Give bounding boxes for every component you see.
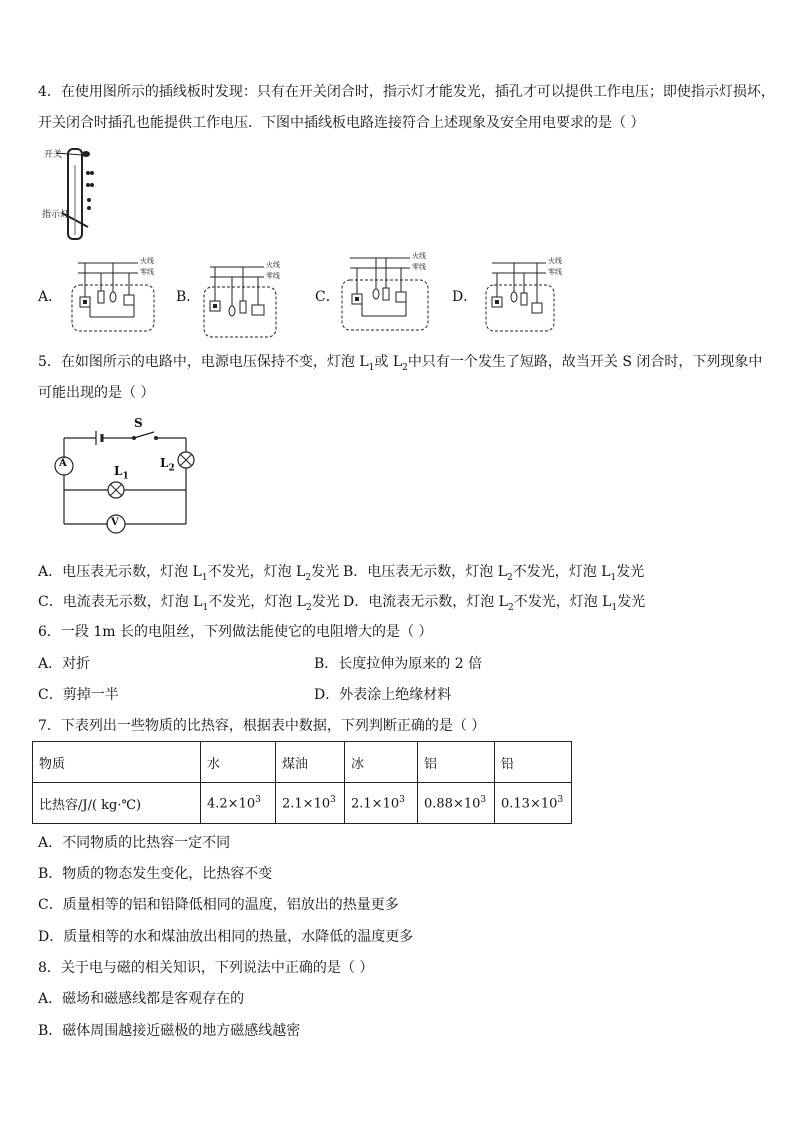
q5-stem-line1: 5．在如图所示的电路中，电源电压保持不变，灯泡 $L_1$或 $L_2$中只有一个发生了短路，故当开关 S 闭合时，下列现象中 <box>38 354 763 373</box>
switch-s-label: S <box>134 416 143 430</box>
q8-option-a[interactable]: A．磁场和磁感线都是客观存在的 <box>38 991 245 1007</box>
table-cell-aluminum: 铝 <box>418 742 495 783</box>
q8-stem: 8．关于电与磁的相关知识，下列说法中正确的是（ ） <box>38 960 374 976</box>
neutral-wire-label-a: 零线 <box>140 268 154 276</box>
lamp-l1-label: $L_1$ <box>114 464 129 482</box>
q6-option-b[interactable]: B．长度拉伸为原来的 2 倍 <box>314 656 483 672</box>
table-cell-water: 水 <box>201 742 276 783</box>
q4-stem-line1: 4．在使用图所示的插线板时发现：只有在开关闭合时，指示灯才能发光，插孔才可以提供工作电压；即使指示灯损坏， <box>38 84 775 100</box>
q4-option-b-circuit <box>202 259 302 339</box>
neutral-wire-label-d: 零线 <box>548 268 562 276</box>
voltmeter-v-label: V <box>111 517 119 528</box>
q7-option-c[interactable]: C．质量相等的铝和铅降低相同的温度，铝放出的热量更多 <box>38 897 399 913</box>
live-wire-label-c: 火线 <box>412 252 426 260</box>
q4-option-c-circuit <box>340 250 440 335</box>
table-header-substance: 物质 <box>33 742 201 783</box>
table-cell-kerosene: 煤油 <box>276 742 345 783</box>
table-value-aluminum: $0.88\times 10^3$ <box>418 783 495 824</box>
table-cell-ice: 冰 <box>345 742 418 783</box>
q5-circuit-figure <box>48 418 208 542</box>
q4-option-d-label: D． <box>452 289 478 305</box>
q6-option-a[interactable]: A．对折 <box>38 656 91 672</box>
indicator-lamp-label: 指示灯 <box>42 210 70 220</box>
table-cell-lead: 铅 <box>495 742 572 783</box>
q5-stem-line2: 可能出现的是（ ） <box>38 385 155 401</box>
q7-option-d[interactable]: D．质量相等的水和煤油放出相同的热量，水降低的温度更多 <box>38 929 414 945</box>
live-wire-label-b: 火线 <box>266 261 280 269</box>
specific-heat-table <box>32 741 572 824</box>
power-strip-drawing <box>42 145 112 245</box>
q5-option-c[interactable]: C．电流表无示数，灯泡 $L_1$不发光，灯泡 $L_2$发光 <box>38 594 340 613</box>
q4-option-b-label: B． <box>176 289 201 305</box>
table-row-substance <box>33 742 572 783</box>
q7-stem: 7．下表列出一些物质的比热容，根据表中数据，下列判断正确的是（ ） <box>38 718 486 734</box>
q8-option-b[interactable]: B．磁体周围越接近磁极的地方磁感线越密 <box>38 1023 301 1039</box>
table-value-water: $4.2\times 10^3$ <box>201 783 276 824</box>
table-value-lead: $0.13\times 10^3$ <box>495 783 572 824</box>
switch-label: 开关 <box>44 150 63 160</box>
q5-option-b[interactable]: B．电压表无示数，灯泡 $L_2$不发光，灯泡 $L_1$发光 <box>343 564 645 583</box>
q4-option-c-label: C． <box>315 289 340 305</box>
q4-option-a-circuit <box>68 255 168 335</box>
q5-option-d[interactable]: D．电流表无示数，灯泡 $L_2$不发光，灯泡 $L_1$发光 <box>343 594 646 613</box>
table-row-specific-heat <box>33 783 572 824</box>
power-strip-figure <box>42 145 112 245</box>
q7-option-a[interactable]: A．不同物质的比热容一定不同 <box>38 835 231 851</box>
ammeter-a-label: A <box>59 458 67 469</box>
live-wire-label-d: 火线 <box>548 257 562 265</box>
q4-stem-line2: 开关闭合时插孔也能提供工作电压．下图中插线板电路连接符合上述现象及安全用电要求的是（ ） <box>38 115 645 131</box>
q6-option-c[interactable]: C．剪掉一半 <box>38 687 119 703</box>
q7-option-b[interactable]: B．物质的物态发生变化，比热容不变 <box>38 866 273 882</box>
table-value-ice: $2.1\times 10^3$ <box>345 783 418 824</box>
q4-option-d-circuit <box>484 255 584 335</box>
lamp-l2-label: $L_2$ <box>160 456 175 474</box>
live-wire-label-a: 火线 <box>140 257 154 265</box>
q4-option-a-label: A． <box>38 289 63 305</box>
q5-option-a[interactable]: A．电压表无示数，灯泡 $L_1$不发光，灯泡 $L_2$发光 <box>38 564 340 583</box>
table-header-specific-heat: 比热容/J/( kg·℃) <box>33 783 201 824</box>
q6-stem: 6．一段 1m 长的电阻丝，下列做法能使它的电阻增大的是（ ） <box>38 624 433 640</box>
neutral-wire-label-b: 零线 <box>266 272 280 280</box>
neutral-wire-label-c: 零线 <box>412 263 426 271</box>
q6-option-d[interactable]: D．外表涂上绝缘材料 <box>314 687 452 703</box>
table-value-kerosene: $2.1\times 10^3$ <box>276 783 345 824</box>
